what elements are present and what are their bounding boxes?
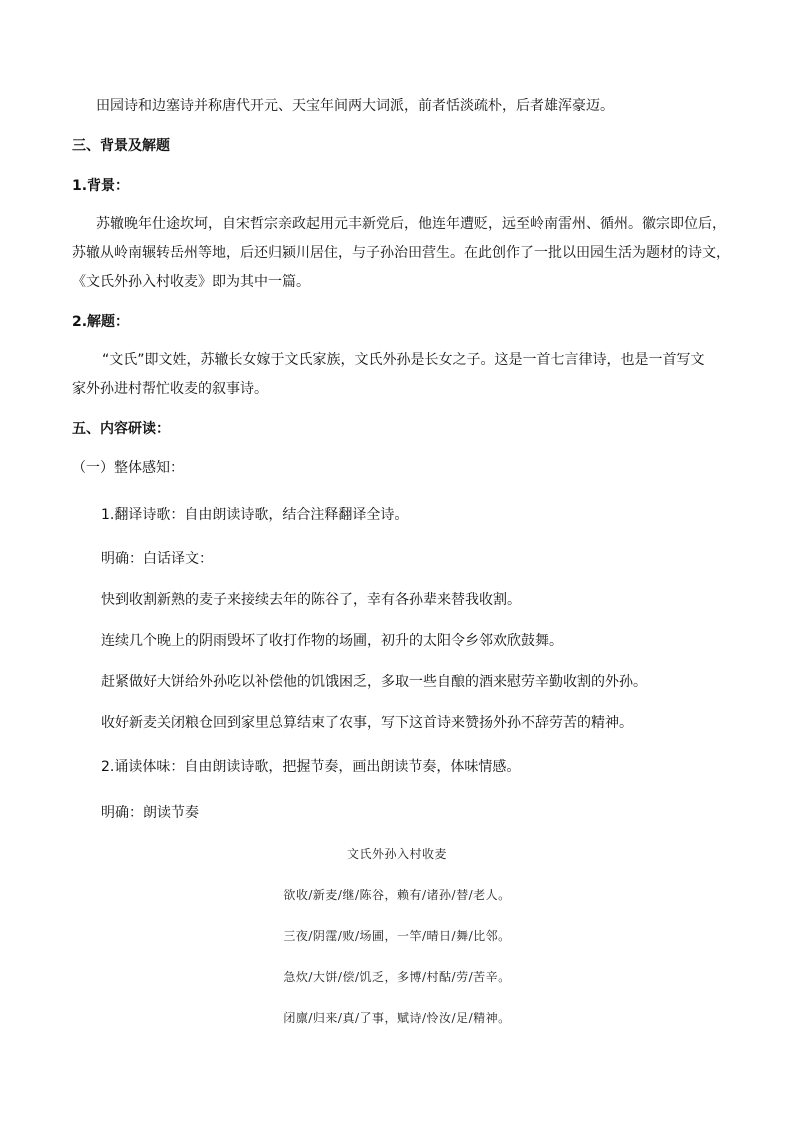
title-explanation-heading: 2.解题：	[72, 314, 130, 330]
translation-line: 快到收割新熟的麦子来接续去年的陈谷了，幸有各孙辈来替我收割。	[101, 592, 521, 608]
background-paragraph-line: 苏辙从岭南辗转岳州等地，后还归颍川居住，与子孙治田营生。在此创作了一批以田园生活为题材的诗文，	[72, 245, 730, 261]
task-2-answer-label: 明确：朗读节奏	[101, 805, 199, 821]
translation-line: 赶紧做好大饼给外孙吃以补偿他的饥饿困乏，多取一些自酿的酒来慰劳辛勤收割的外孙。	[101, 674, 647, 690]
background-paragraph-line: 《文氏外孙入村收麦》即为其中一篇。	[72, 274, 310, 290]
title-explanation-line: “文氏”即文姓，苏辙长女嫁于文氏家族，文氏外孙是长女之子。这是一首七言律诗，也是一首写文	[102, 352, 705, 368]
section-background-title: 三、背景及解题	[72, 138, 170, 154]
task-2: 2.诵读体味：自由朗读诗歌，把握节奏，画出朗读节奏，体味情感。	[101, 759, 521, 775]
translation-line: 收好新麦关闭粮仓回到家里总算结束了农事，写下这首诗来赞扬外孙不辞劳苦的精神。	[101, 715, 633, 731]
task-1-answer-label: 明确：白话译文：	[101, 551, 213, 567]
section-content-title: 五、内容研读：	[72, 421, 170, 437]
poem-line: 急炊/大饼/偿/饥乏，多博/村酤/劳/苦辛。	[283, 970, 511, 984]
poem-line: 三夜/阴霪/败/场圃，一竿/晴日/舞/比邻。	[283, 929, 511, 943]
poem-line: 闭廪/归来/真/了事，赋诗/怜汝/足/精神。	[283, 1011, 511, 1025]
poem-line: 欲收/新麦/继/陈谷，赖有/诸孙/替/老人。	[283, 888, 511, 902]
background-paragraph-line: 苏辙晚年仕途坎坷，自宋哲宗亲政起用元丰新党后，他连年遭贬，远至岭南雷州、循州。徽宗即位后，	[96, 216, 726, 232]
translation-line: 连续几个晚上的阴雨毁坏了收打作物的场圃，初升的太阳令乡邻欢欣鼓舞。	[101, 633, 563, 649]
title-explanation-line: 家外孙进村帮忙收麦的叙事诗。	[72, 381, 268, 397]
subsection-overview: （一）整体感知：	[72, 460, 184, 476]
task-1: 1.翻译诗歌：自由朗读诗歌，结合注释翻译全诗。	[101, 507, 409, 523]
poem-title: 文氏外孙入村收麦	[346, 847, 447, 861]
background-heading: 1.背景：	[72, 178, 130, 194]
intro-line: 田园诗和边塞诗并称唐代开元、天宝年间两大词派，前者恬淡疏朴，后者雄浑豪迈。	[96, 98, 614, 114]
